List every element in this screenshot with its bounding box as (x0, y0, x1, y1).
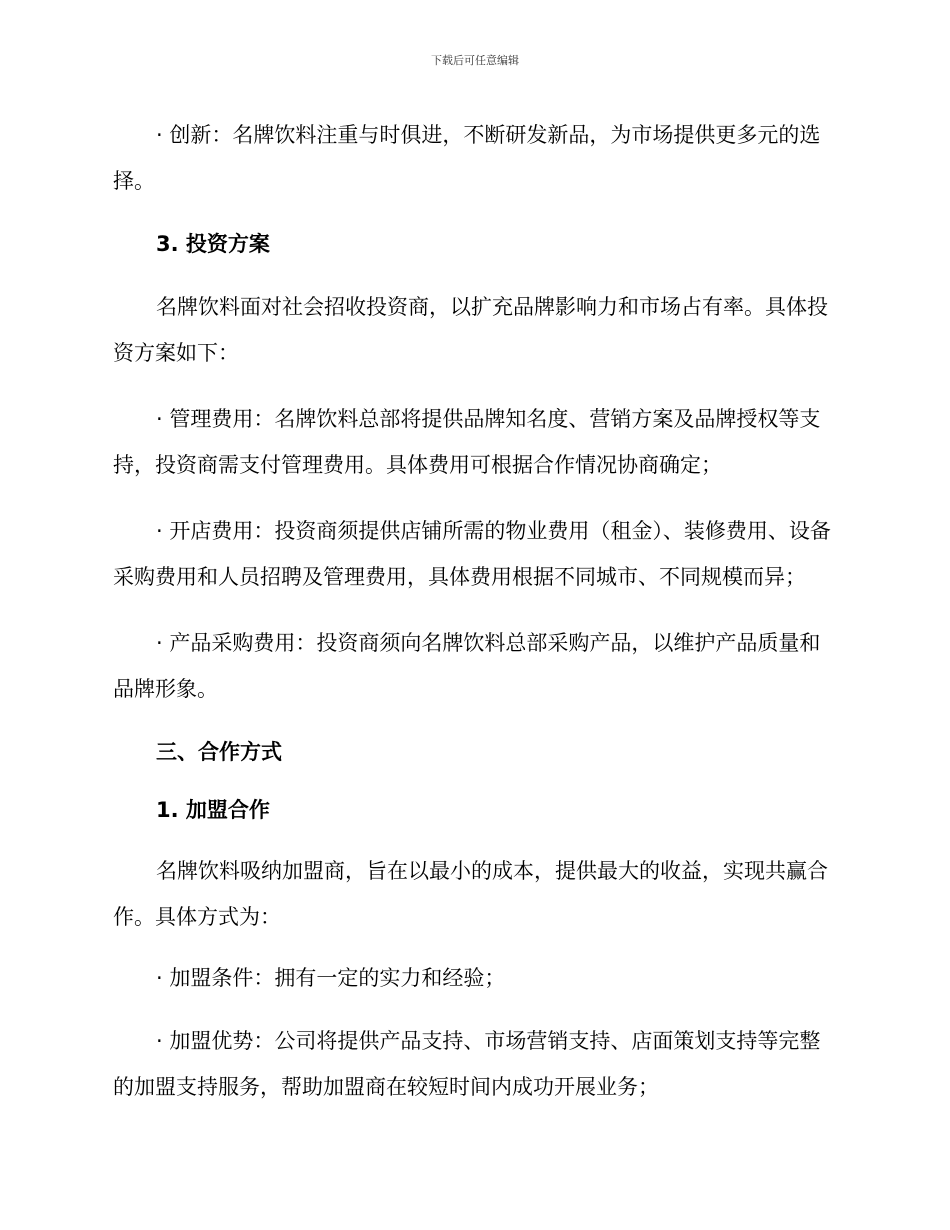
heading-investment-plan: 3. 投资方案 (156, 232, 270, 256)
paragraph-management-fee: · 管理费用：名牌饮料总部将提供品牌知名度、营销方案及品牌授权等支持，投资商需支付管理费用。具体费用可根据合作情况协商确定； (113, 407, 821, 477)
heading-cooperation-method: 三、合作方式 (156, 740, 282, 764)
paragraph-franchise-conditions: · 加盟条件：拥有一定的实力和经验； (156, 966, 506, 990)
document-body (113, 112, 831, 1110)
paragraph-opening-fee: · 开店费用：投资商须提供店铺所需的物业费用（租金）、装修费用、设备采购费用和人员招聘及管理费用，具体费用根据不同城市、不同规模而异； (113, 519, 831, 589)
heading-franchise: 1. 加盟合作 (156, 798, 270, 822)
paragraph-investment-intro: 名牌饮料面对社会招收投资商，以扩充品牌影响力和市场占有率。具体投资方案如下： (113, 295, 828, 365)
paragraph-franchise-intro: 名牌饮料吸纳加盟商，旨在以最小的成本，提供最大的收益，实现共赢合作。具体方式为： (113, 859, 828, 929)
header-note: 下载后可任意编辑 (431, 54, 519, 67)
paragraph-innovation: · 创新：名牌饮料注重与时俱进，不断研发新品，为市场提供更多元的选择。 (113, 123, 821, 193)
paragraph-franchise-advantages: · 加盟优势：公司将提供产品支持、市场营销支持、店面策划支持等完整的加盟支持服务，帮助加盟商在较短时间内成功开展业务； (113, 1029, 821, 1099)
paragraph-purchase-fee: · 产品采购费用：投资商须向名牌饮料总部采购产品，以维护产品质量和品牌形象。 (113, 631, 821, 701)
